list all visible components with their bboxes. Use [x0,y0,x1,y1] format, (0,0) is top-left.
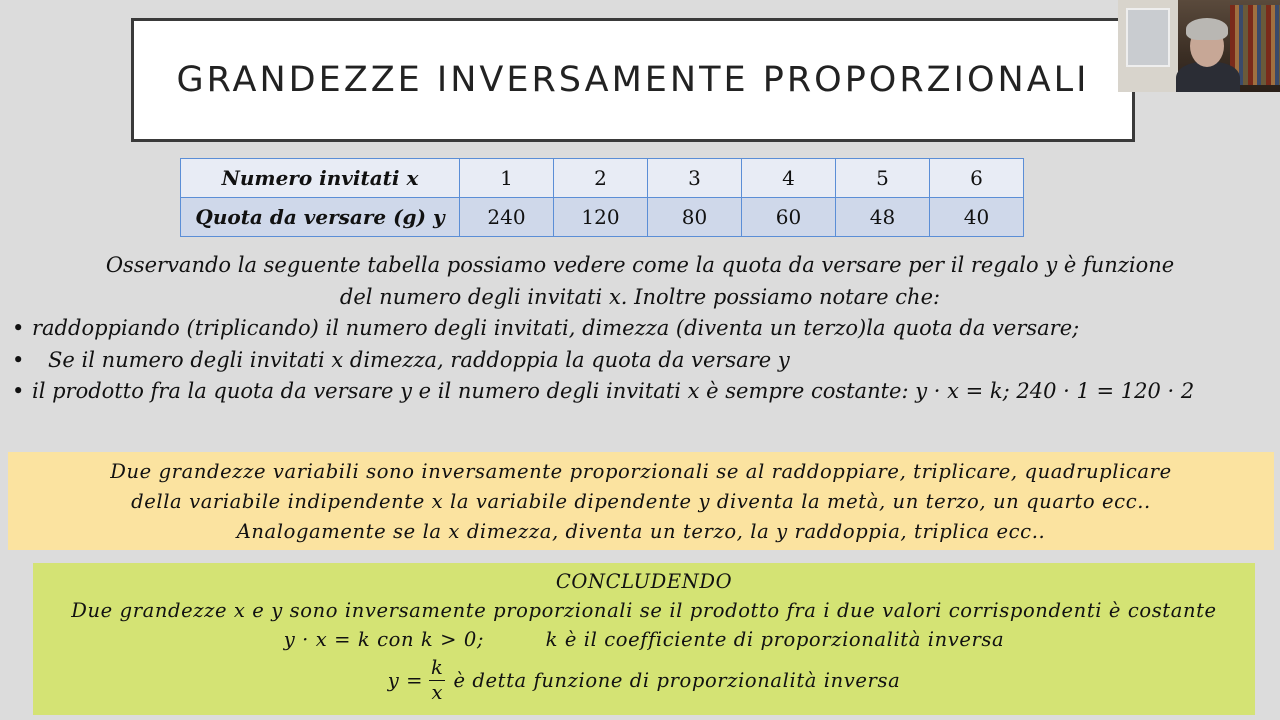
inverse-function-formula [33,656,1255,705]
conclusion-line [33,625,1255,654]
table-row-invitati [181,159,1024,198]
bullet-dot-icon: • [12,316,25,340]
bullet-item [0,376,1280,408]
formula-fraction [429,656,445,705]
table-cell: 120 [554,198,648,237]
formula-lhs: y = [387,669,424,692]
bullet-dot-icon: • [12,347,25,372]
table-cell: 6 [930,159,1024,198]
conclusion-line: Due grandezze x e y sono inversamente proporzionali se il prodotto fra i due valori corrispondenti è costante [71,599,1217,622]
conclusion-heading: CONCLUDENDO [555,570,733,593]
formula-denominator: x [431,681,444,704]
presenter-hair [1186,18,1228,40]
definition-line: Analogamente se la x dimezza, diventa un terzo, la y raddoppia, triplica ecc.. [236,520,1046,543]
bullet-text: raddoppiando (triplicando) il numero degli invitati, dimezza (diventa un terzo)la quota da versare; [32,316,1080,340]
table-row-label: Numero invitati x [181,159,460,198]
table-cell: 1 [460,159,554,198]
title-box [131,18,1135,142]
table-cell: 240 [460,198,554,237]
formula-numerator: k [431,656,444,679]
table-cell: 5 [836,159,930,198]
formula-rhs: è detta funzione di proporzionalità inversa [453,669,901,692]
bullet-dot-icon: • [12,379,25,403]
intro-line: del numero degli invitati x. Inoltre possiamo notare che: [339,284,941,309]
table-cell: 60 [742,198,836,237]
table-row-quota [181,198,1024,237]
data-table [180,158,1024,237]
table-cell: 3 [648,159,742,198]
webcam-overlay [1118,0,1280,92]
definition-box [8,452,1274,550]
page-title: GRANDEZZE INVERSAMENTE PROPORZIONALI [176,60,1090,100]
table-row-label: Quota da versare (g) y [181,198,460,237]
explanation-text [0,250,1280,408]
definition-line: Due grandezze variabili sono inversamente proporzionali se al raddoppiare, triplicare, quadruplicare [110,460,1172,483]
bullet-text: il prodotto fra la quota da versare y e il numero degli invitati x è sempre costante: y · x = k; 240 · 1 = 120 · 2 [32,379,1195,403]
definition-line: della variabile indipendente x la variabile dipendente y diventa la metà, un terzo, un quarto ecc.. [131,490,1151,513]
table-cell: 48 [836,198,930,237]
bullet-text: Se il numero degli invitati x dimezza, raddoppia la quota da versare y [48,347,790,372]
bullet-item [0,345,1280,377]
table-cell: 4 [742,159,836,198]
table-cell: 2 [554,159,648,198]
table-cell: 40 [930,198,1024,237]
bullet-item [0,313,1280,345]
conclusion-condition: y · x = k con k > 0; [283,628,485,651]
conclusion-box [33,563,1255,715]
conclusion-coefficient: k è il coefficiente di proporzionalità inversa [545,628,1005,651]
webcam-window [1126,8,1170,67]
intro-line: Osservando la seguente tabella possiamo vedere come la quota da versare per il regalo y è funzione [105,253,1175,277]
table-cell: 80 [648,198,742,237]
